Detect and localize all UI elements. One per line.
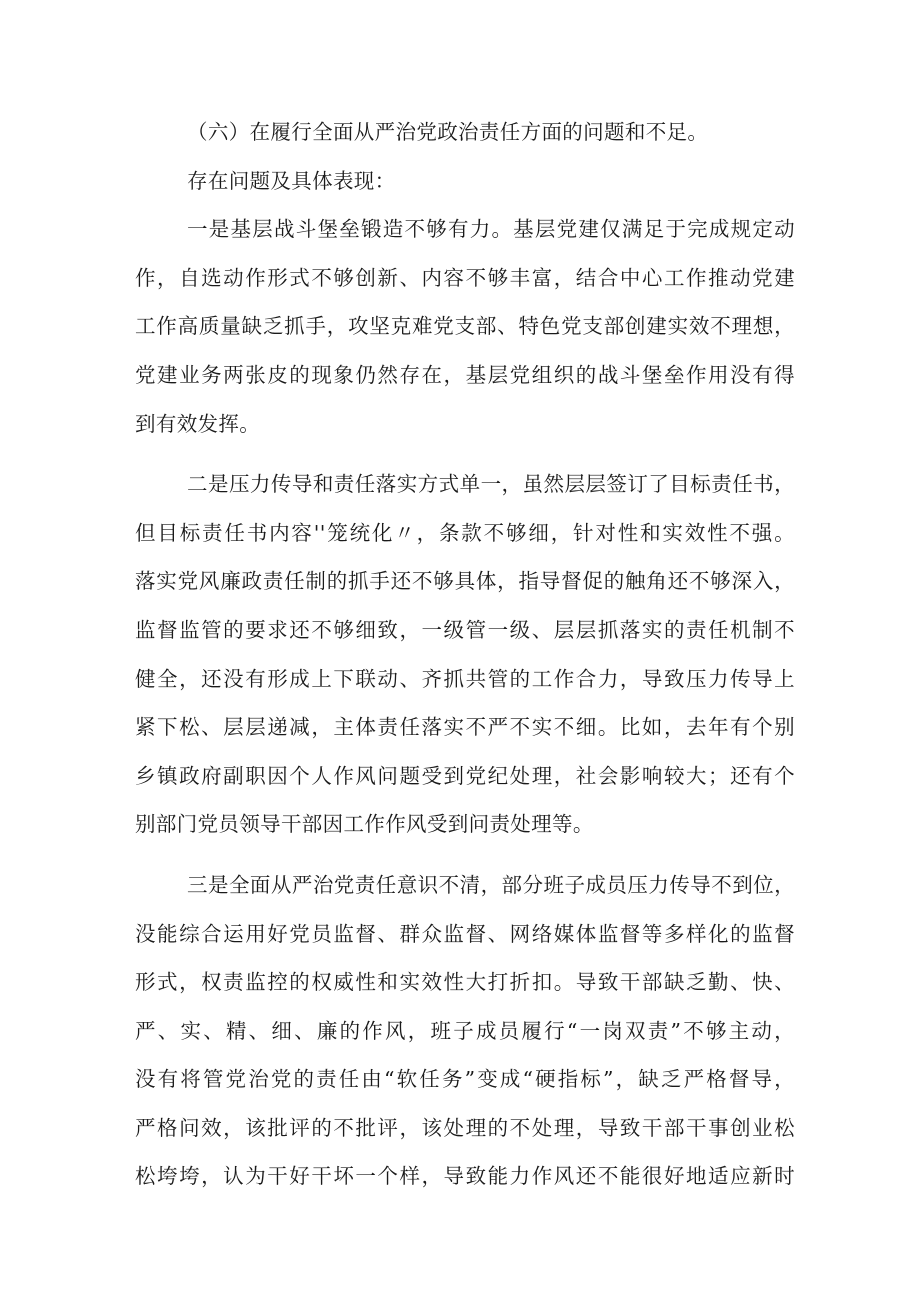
paragraph-line: 到有效发挥。: [135, 411, 261, 436]
document-body: [135, 108, 795, 1201]
section-heading: （六）在履行全面从严治党政治责任方面的问题和不足。: [187, 120, 709, 144]
paragraph-line: 二是压力传导和责任落实方式单一，虽然层层签订了目标责任书，: [187, 472, 795, 497]
paragraph-line: 别部门党员领导干部因工作作风受到问责处理等。: [135, 812, 594, 837]
paragraph-1: [135, 205, 795, 448]
paragraph-line: 乡镇政府副职因个人作风问题受到党纪处理，社会影响较大；还有个: [135, 763, 795, 788]
paragraph-line: 紧下松、层层递减，主体责任落实不严不实不细。比如，去年有个别: [135, 715, 795, 740]
paragraph-line: 没能综合运用好党员监督、群众监督、网络媒体监督等多样化的监督: [135, 921, 795, 946]
paragraph-line: 监督监管的要求还不够细致，一级管一级、层层抓落实的责任机制不: [135, 617, 795, 642]
paragraph-line: 落实党风廉政责任制的抓手还不够具体，指导督促的触角还不够深入，: [135, 569, 795, 594]
paragraph-line: 但目标责任书内容''笼统化〃，条款不够细，针对性和实效性不强。: [135, 520, 795, 545]
paragraph-line: 严、实、精、细、廉的作风，班子成员履行“一岗双责”不够主动，: [135, 1018, 795, 1043]
paragraph-line: 工作高质量缺乏抓手，攻坚克难党支部、特色党支部创建实效不理想，: [135, 314, 795, 339]
paragraph-line: 一是基层战斗堡垒锻造不够有力。基层党建仅满足于完成规定动: [187, 217, 795, 242]
paragraph-line: 严格问效，该批评的不批评，该处理的不处理，导致干部干事创业松: [135, 1115, 795, 1140]
paragraph-line: 三是全面从严治党责任意识不清，部分班子成员压力传导不到位，: [187, 872, 795, 897]
paragraph-3: [135, 861, 795, 1201]
paragraph-line: 作，自选动作形式不够创新、内容不够丰富，结合中心工作推动党建: [135, 265, 795, 290]
paragraph-line: 党建业务两张皮的现象仍然存在，基层党组织的战斗堡垒作用没有得: [135, 362, 795, 387]
paragraph-line: 健全，还没有形成上下联动、齐抓共管的工作合力，导致压力传导上: [135, 666, 795, 691]
paragraph-line: 没有将管党治党的责任由“软任务”变成“硬指标”，缺乏严格督导，: [135, 1067, 795, 1092]
paragraph-2: [135, 460, 795, 849]
subheading: 存在问题及具体表现：: [187, 168, 396, 193]
paragraph-line: 松垮垮，认为干好干坏一个样，导致能力作风还不能很好地适应新时: [135, 1164, 795, 1189]
paragraph-line: 形式，权责监控的权威性和实效性大打折扣。导致干部缺乏勤、快、: [135, 970, 795, 995]
